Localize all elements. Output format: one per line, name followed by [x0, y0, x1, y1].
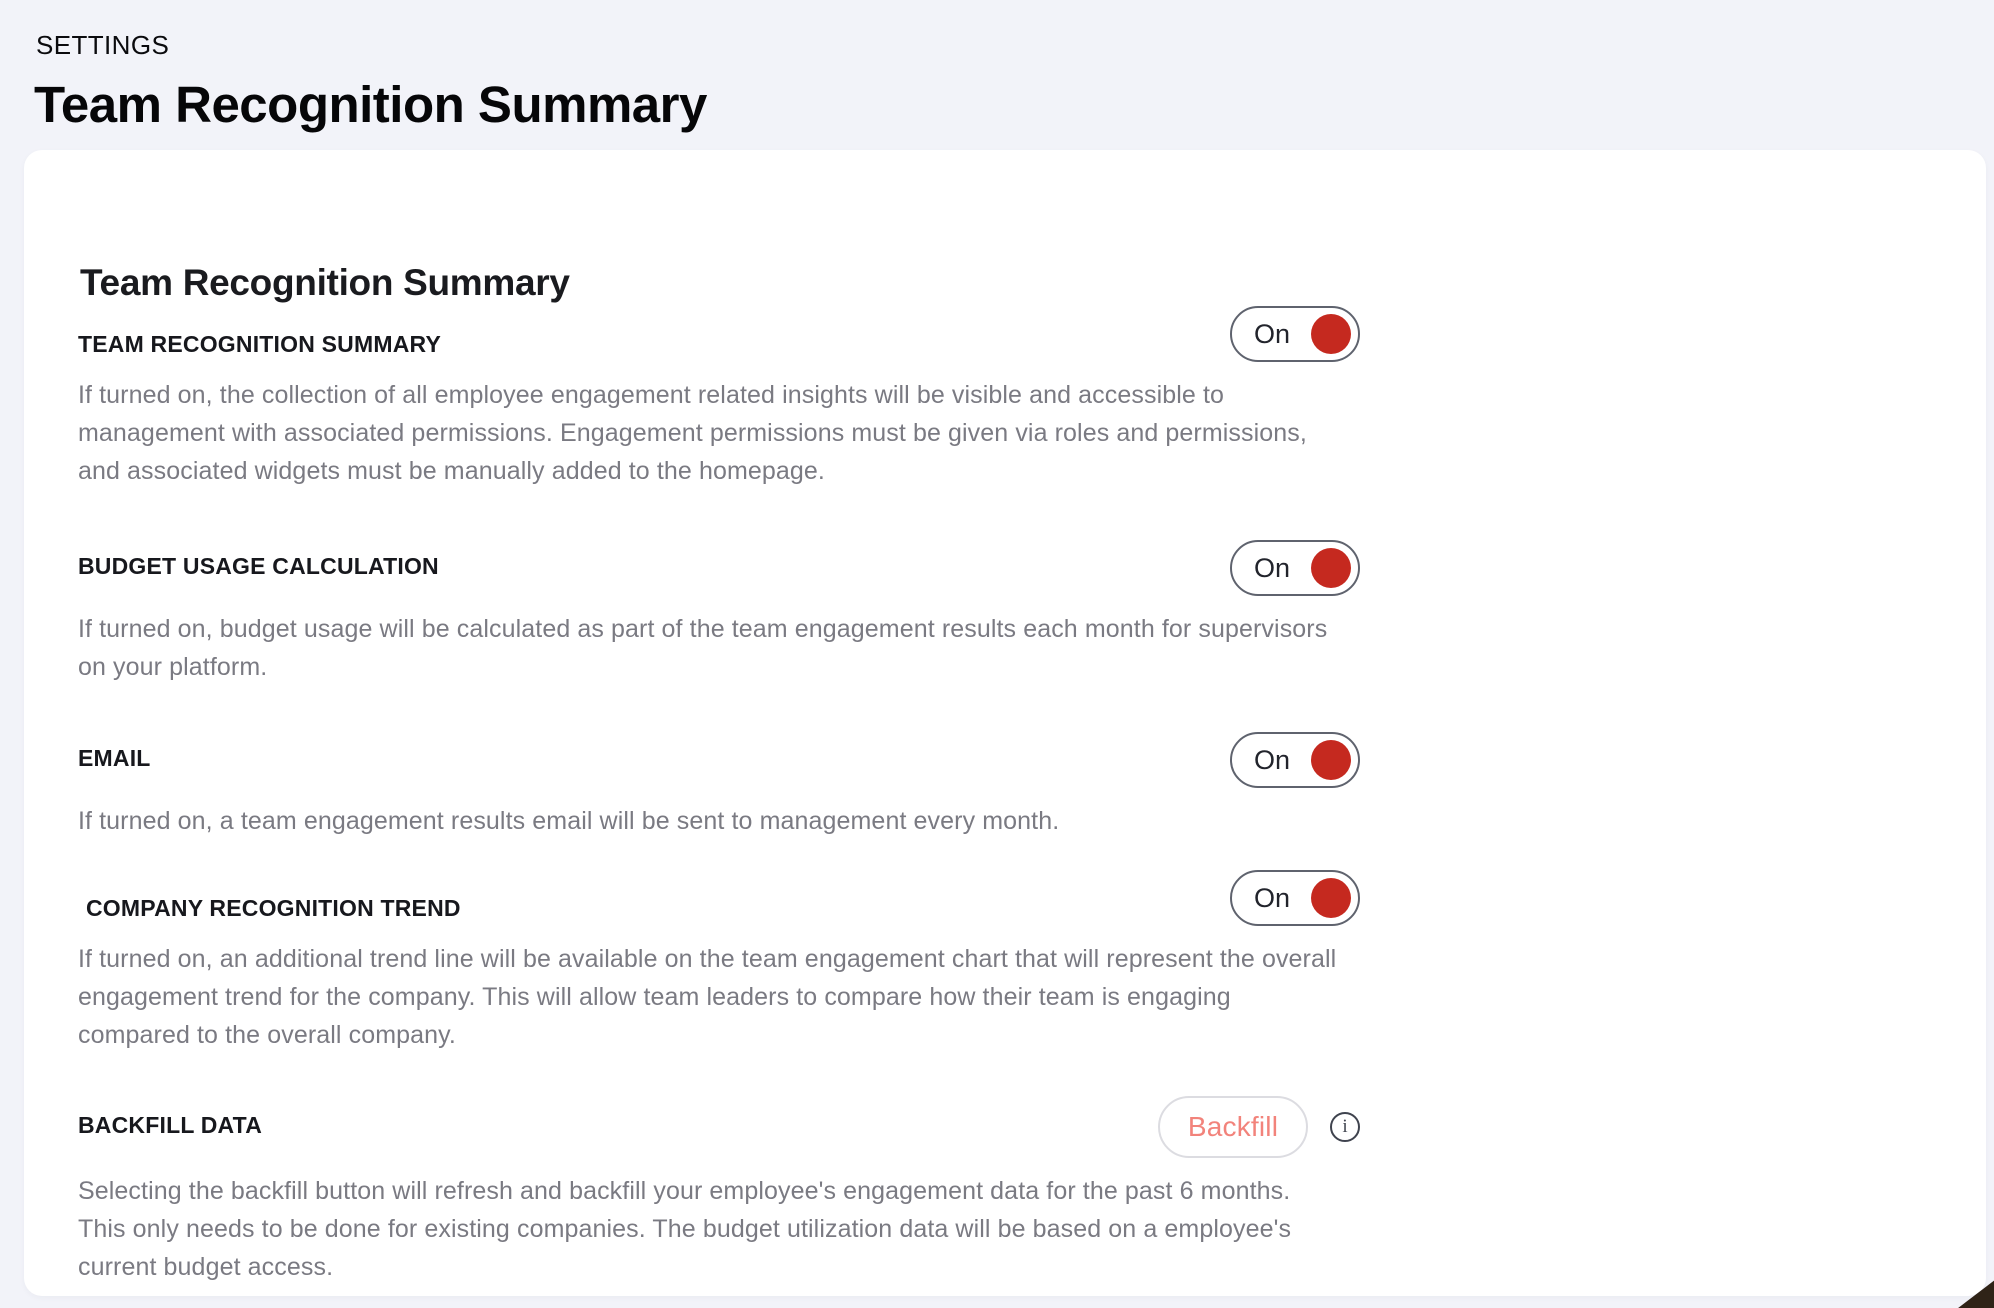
- setting-label-backfill-data: BACKFILL DATA: [78, 1111, 263, 1138]
- backfill-button[interactable]: Backfill: [1158, 1096, 1308, 1158]
- setting-description: If turned on, the collection of all employee engagement related insights will be visible and accessible to management with associated permissions. Engagement permissions must be given via roles and permissions, and associated widgets must be manually added to the homepage.: [78, 381, 1307, 485]
- breadcrumb: SETTINGS: [36, 30, 170, 60]
- info-icon[interactable]: [1330, 1112, 1360, 1142]
- toggle-state-label: On: [1254, 318, 1291, 349]
- setting-description: If turned on, an additional trend line will be available on the team engagement chart that will represent the overall engagement trend for the company. This will allow team leaders to compare how their team is engaging compared to the overall company.: [78, 945, 1337, 1049]
- toggle-knob-icon: [1311, 740, 1351, 780]
- setting-label-budget-usage-calculation: BUDGET USAGE CALCULATION: [78, 552, 439, 579]
- budget-usage-calculation-toggle[interactable]: [1230, 540, 1360, 596]
- setting-row-backfill-data: [78, 1096, 1360, 1286]
- toggle-knob-icon: [1311, 548, 1351, 588]
- setting-label-email: EMAIL: [78, 744, 151, 771]
- card-title: Team Recognition Summary: [80, 262, 570, 303]
- toggle-knob-icon: [1311, 314, 1351, 354]
- setting-description: If turned on, a team engagement results email will be sent to management every month.: [78, 807, 1060, 835]
- team-recognition-summary-toggle[interactable]: [1230, 306, 1360, 362]
- page-header: [0, 0, 1994, 134]
- setting-description: Selecting the backfill button will refresh and backfill your employee's engagement data for the past 6 months. This only needs to be done for existing companies. The budget utilization data will be based on a employee's current budget access.: [78, 1177, 1292, 1281]
- company-recognition-trend-toggle[interactable]: [1230, 870, 1360, 926]
- backfill-button-group: [1158, 1096, 1360, 1158]
- setting-row-email: [78, 732, 1360, 840]
- toggle-state-label: On: [1254, 882, 1291, 913]
- info-icon-glyph: i: [1342, 1115, 1348, 1137]
- setting-row-company-recognition-trend: [78, 870, 1360, 1054]
- email-toggle[interactable]: [1230, 732, 1360, 788]
- page-title: Team Recognition Summary: [34, 76, 707, 133]
- setting-label-team-recognition-summary: TEAM RECOGNITION SUMMARY: [78, 331, 441, 357]
- toggle-state-label: On: [1254, 744, 1291, 775]
- setting-row-team-recognition-summary: [78, 306, 1360, 490]
- settings-card-content: [78, 262, 1360, 1286]
- setting-description: If turned on, budget usage will be calculated as part of the team engagement results each month for supervisors on your platform.: [78, 615, 1328, 681]
- toggle-state-label: On: [1254, 552, 1291, 583]
- setting-label-company-recognition-trend: COMPANY RECOGNITION TREND: [86, 895, 461, 921]
- toggle-knob-icon: [1311, 878, 1351, 918]
- settings-card: [24, 150, 1986, 1296]
- setting-row-budget-usage-calculation: [78, 540, 1360, 686]
